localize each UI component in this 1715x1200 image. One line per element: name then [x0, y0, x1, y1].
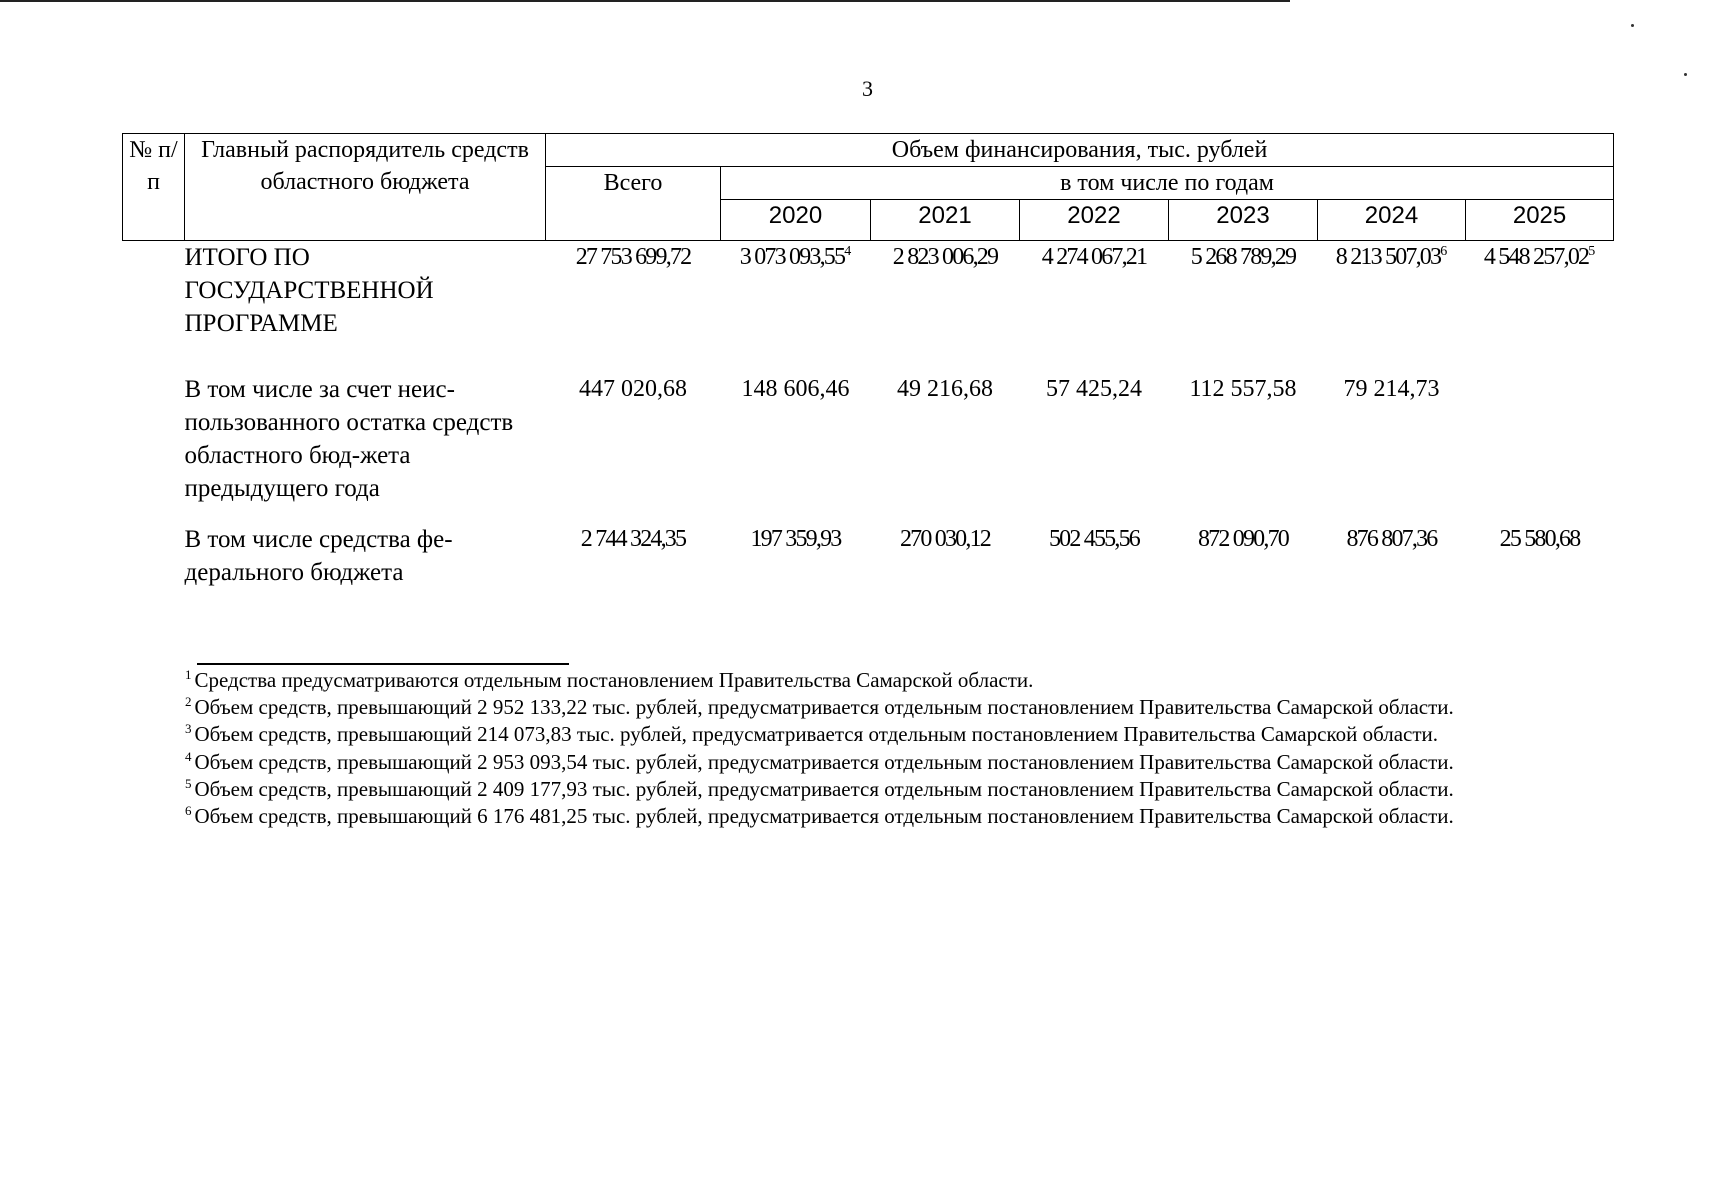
footnotes [185, 667, 1615, 830]
cell-value: 5 268 789,29 [1190, 244, 1296, 270]
footnote-mark: 4 [185, 748, 192, 764]
cell-2023: 872 090,70 [1197, 526, 1288, 552]
footnote-ref: 4 [844, 244, 852, 259]
cell-total: 447 020,68 [579, 376, 687, 402]
cell-2023 [1169, 241, 1318, 372]
cell-2020 [721, 241, 871, 372]
footnote-text: Объем средств, превышающий 2 409 177,93 тыс. рублей, предусматривается отдельным постановлением Правительства Самарской области. [194, 776, 1454, 801]
footnote [185, 803, 1615, 830]
header-year: 2024 [1318, 200, 1466, 241]
cell-2021: 270 030,12 [899, 526, 990, 552]
header-year: 2021 [871, 200, 1020, 241]
cell-2024: 79 214,73 [1343, 376, 1440, 402]
cell-2020: 148 606,46 [741, 376, 850, 402]
cell-2025 [1466, 371, 1614, 523]
header-year: 2020 [721, 200, 871, 241]
cell-2024: 876 807,36 [1346, 526, 1437, 552]
row-number [123, 523, 185, 603]
cell-2025: 25 580,68 [1499, 526, 1580, 552]
footnote [185, 667, 1615, 694]
cell-total: 27 753 699,72 [575, 244, 691, 270]
cell-2021: 49 216,68 [897, 376, 993, 402]
cell-value: 2 823 006,29 [892, 244, 998, 270]
cell-2025 [1466, 241, 1614, 372]
cell-2024 [1318, 241, 1466, 372]
cell-total: 2 744 324,35 [580, 526, 686, 552]
financing-table [122, 133, 1614, 603]
row-name: ИТОГО ПО ГОСУДАРСТВЕННОЙ ПРОГРАММЕ [184, 244, 434, 337]
row-name: В том числе средства фе-дерального бюджета [184, 526, 453, 586]
header-year: 2025 [1466, 200, 1614, 241]
table-row-program-total [123, 241, 1614, 372]
cell-value: 3 073 093,55 [739, 244, 845, 270]
footnote-separator [197, 663, 569, 665]
cell-2022: 57 425,24 [1046, 376, 1142, 402]
header-number: № п/п [123, 134, 185, 241]
footnote-mark: 6 [185, 803, 192, 819]
footnote-text: Объем средств, превышающий 6 176 481,25 тыс. рублей, предусматривается отдельным постановлением Правительства Самарской области. [194, 804, 1454, 829]
footnote-text: Средства предусматриваются отдельным постановлением Правительства Самарской области. [194, 668, 1034, 692]
footnote-ref: 6 [1440, 244, 1448, 259]
row-name: В том числе за счет неис-пользованного остатка средств областного бюд-жета предыдущего года [184, 376, 514, 502]
cell-2022: 502 455,56 [1048, 526, 1139, 552]
scan-speck [1631, 24, 1634, 27]
scan-border-line [0, 0, 1290, 2]
header-total: Всего [546, 167, 721, 241]
cell-2022 [1020, 241, 1169, 372]
cell-value: 8 213 507,03 [1335, 244, 1441, 270]
cell-2021 [871, 241, 1020, 372]
header-distributor: Главный распорядитель средств областного бюджета [185, 134, 546, 241]
header-year: 2023 [1169, 200, 1318, 241]
cell-2023: 112 557,58 [1189, 376, 1297, 402]
row-number [123, 241, 185, 372]
footnote-mark: 1 [185, 667, 192, 682]
footnote-ref: 5 [1588, 244, 1596, 259]
footnote [185, 694, 1615, 721]
footnote-text: Объем средств, превышающий 214 073,83 тыс. рублей, предусматривается отдельным постановлением Правительства Самарской области. [194, 722, 1439, 747]
footnote-text: Объем средств, превышающий 2 953 093,54 тыс. рублей, предусматривается отдельным постановлением Правительства Самарской области. [194, 749, 1454, 774]
footnote-mark: 5 [185, 775, 192, 791]
footnote-mark: 2 [185, 694, 192, 710]
header-by-years: в том числе по годам [721, 167, 1614, 200]
cell-2020: 197 359,93 [750, 526, 841, 552]
table-row-unspent-balance [123, 371, 1614, 523]
footnote-text: Объем средств, превышающий 2 952 133,22 тыс. рублей, предусматривается отдельным постановлением Правительства Самарской области. [194, 695, 1454, 720]
row-number [123, 371, 185, 523]
table-row-federal-budget [123, 523, 1614, 603]
footnote-mark: 3 [185, 721, 192, 737]
footnote [185, 749, 1615, 776]
page-number: 3 [862, 76, 873, 101]
cell-value: 4 548 257,02 [1483, 244, 1589, 270]
header-year: 2022 [1020, 200, 1169, 241]
footnote [185, 776, 1615, 803]
cell-value: 4 274 067,21 [1041, 244, 1147, 270]
header-financing: Объем финансирования, тыс. рублей [546, 134, 1614, 167]
footnote [185, 721, 1615, 748]
